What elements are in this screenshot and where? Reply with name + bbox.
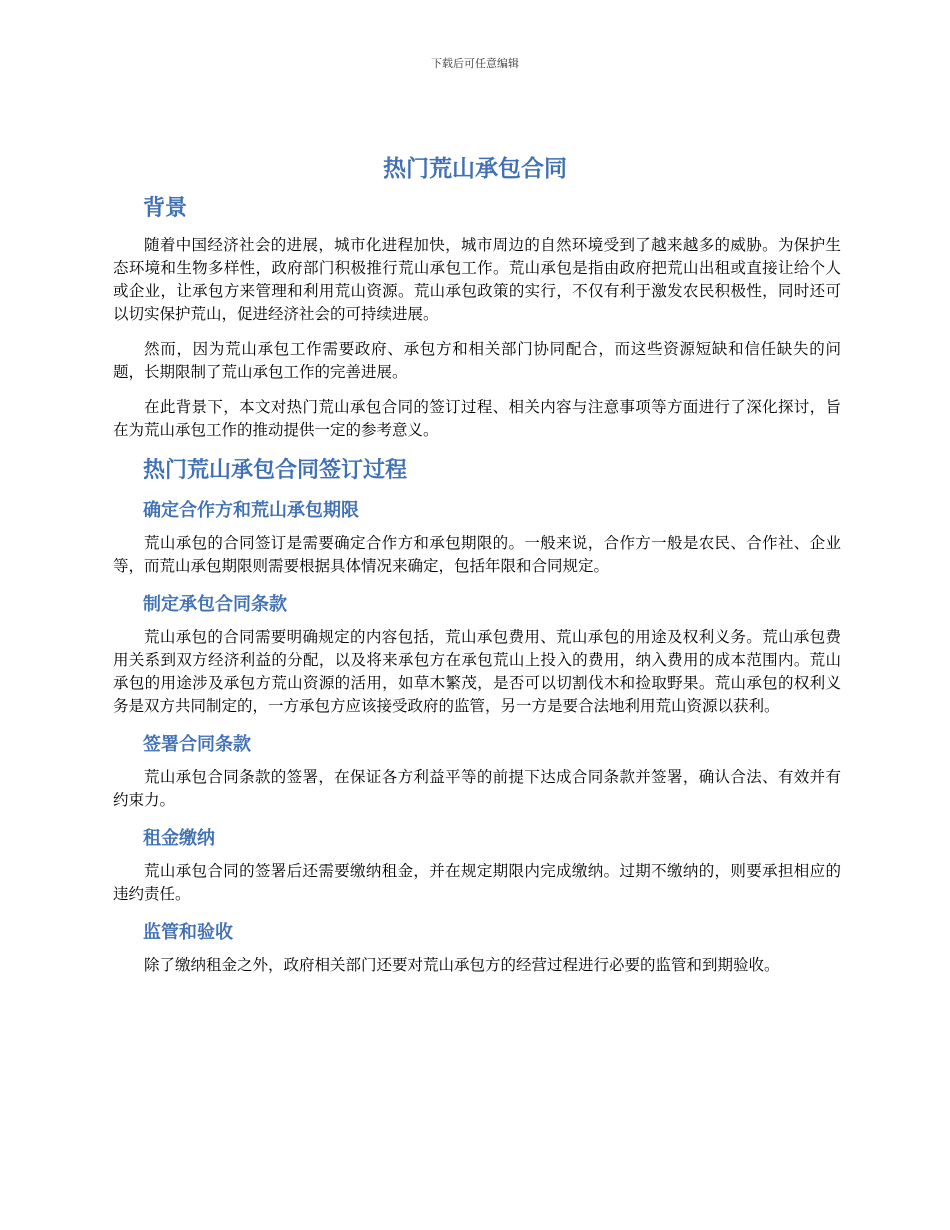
paragraph: 然而，因为荒山承包工作需要政府、承包方和相关部门协同配合，而这些资源短缺和信任缺失的问题，长期限制了荒山承包工作的完善进展。 <box>113 340 841 381</box>
paragraph: 荒山承包合同的签署后还需要缴纳租金，并在规定期限内完成缴纳。过期不缴纳的，则要承担相应的违约责任。 <box>113 862 841 903</box>
section-heading-background: 背景 <box>143 196 188 221</box>
header-note: 下载后可任意编辑 <box>431 57 519 70</box>
subsection-heading: 确定合作方和荒山承包期限 <box>143 500 359 521</box>
subsection-heading: 监管和验收 <box>143 922 233 943</box>
section-heading-process: 热门荒山承包合同签订过程 <box>143 458 408 483</box>
paragraph: 荒山承包合同条款的签署，在保证各方利益平等的前提下达成合同条款并签署，确认合法、有效并有约束力。 <box>113 768 841 809</box>
subsection-heading: 签署合同条款 <box>143 734 251 755</box>
paragraph: 随着中国经济社会的进展，城市化进程加快，城市周边的自然环境受到了越来越多的威胁。为保护生态环境和生物多样性，政府部门积极推行荒山承包工作。荒山承包是指由政府把荒山出租或直接让给个人或企业，让承包方来管理和利用荒山资源。荒山承包政策的实行，不仅有利于激发农民积极性，同时还可以切实保护荒山，促进经济社会的可持续进展。 <box>113 236 841 323</box>
subsection-heading: 制定承包合同条款 <box>143 594 287 615</box>
section-background <box>113 192 841 442</box>
document-body <box>113 192 841 989</box>
paragraph: 除了缴纳租金之外，政府相关部门还要对荒山承包方的经营过程进行必要的监管和到期验收。 <box>144 956 780 974</box>
subsection-heading: 租金缴纳 <box>143 828 215 849</box>
document-title: 热门荒山承包合同 <box>383 156 567 182</box>
paragraph: 荒山承包的合同签订是需要确定合作方和承包期限的。一般来说，合作方一般是农民、合作社、企业等，而荒山承包期限则需要根据具体情况来确定，包括年限和合同规定。 <box>113 534 841 575</box>
paragraph: 在此背景下，本文对热门荒山承包合同的签订过程、相关内容与注意事项等方面进行了深化探讨，旨在为荒山承包工作的推动提供一定的参考意义。 <box>113 398 841 439</box>
paragraph: 荒山承包的合同需要明确规定的内容包括，荒山承包费用、荒山承包的用途及权利义务。荒山承包费用关系到双方经济利益的分配，以及将来承包方在承包荒山上投入的费用，纳入费用的成本范围内。荒山承包的用途涉及承包方荒山资源的活用，如草木繁茂，是否可以切割伐木和捡取野果。荒山承包的权利义务是双方共同制定的，一方承包方应该接受政府的监管，另一方是要合法地利用荒山资源以获利。 <box>113 628 841 715</box>
section-process <box>113 454 841 977</box>
